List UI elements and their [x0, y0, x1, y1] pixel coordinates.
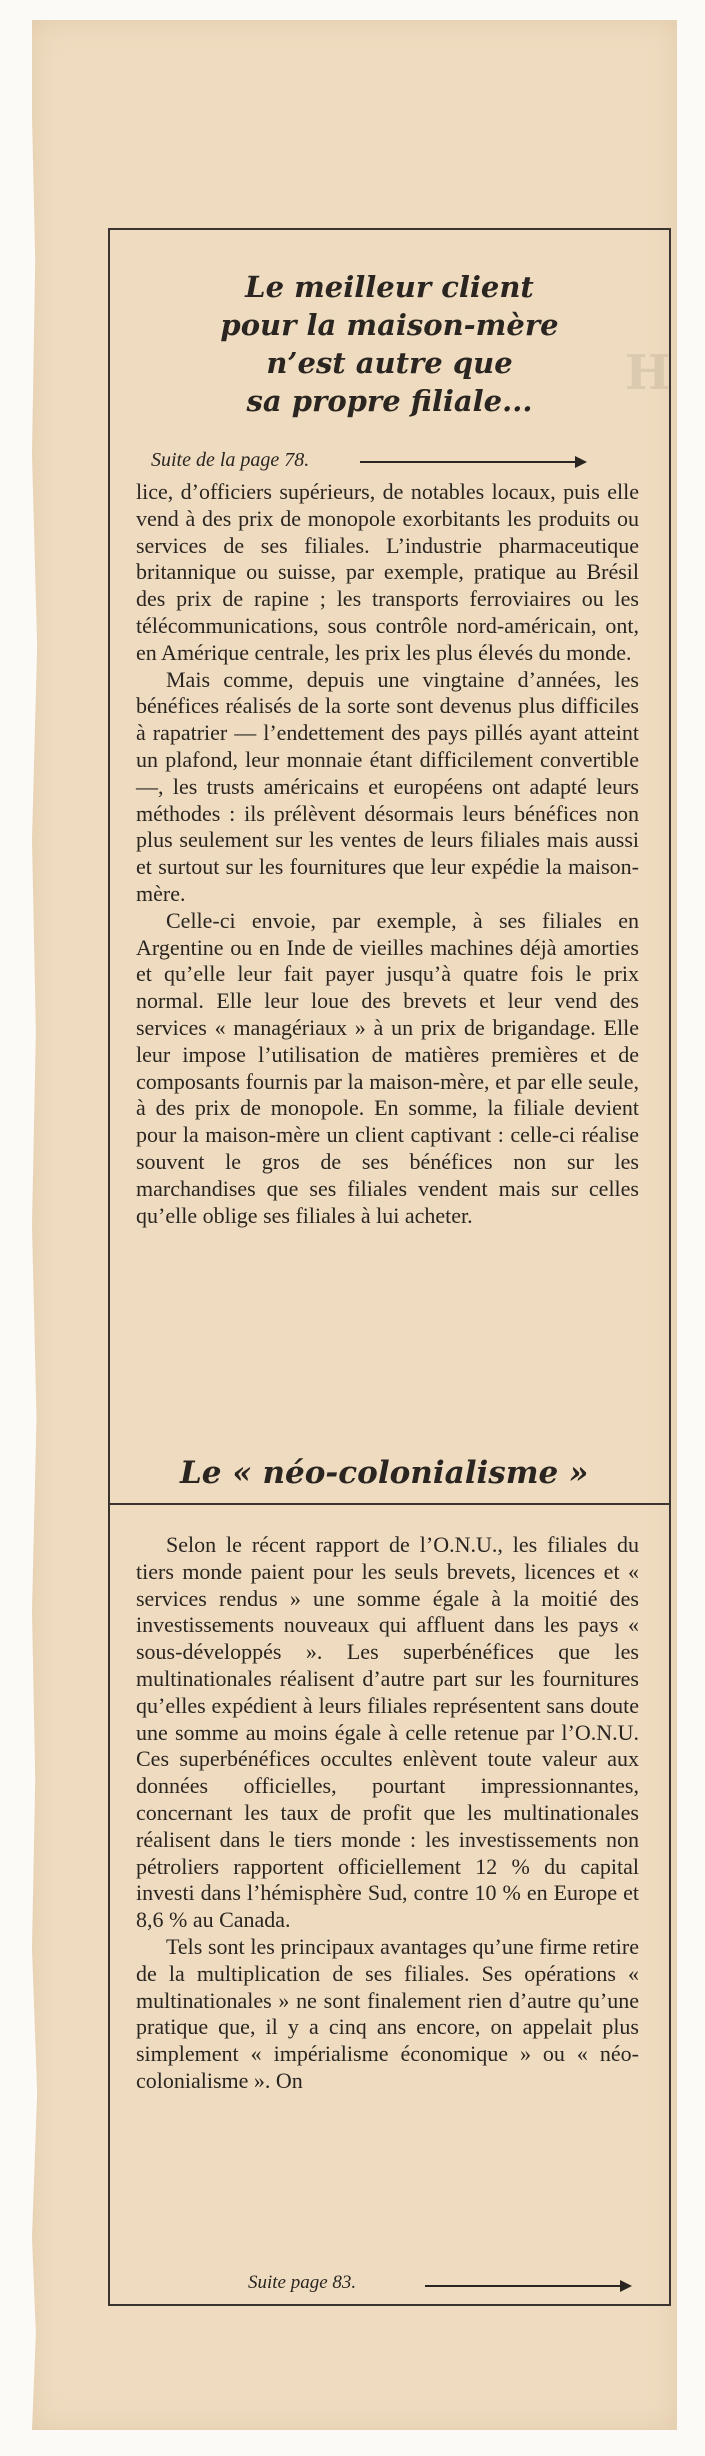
- right-arrow-icon: [425, 2285, 630, 2287]
- continued-from-note: Suite de la page 78.: [151, 449, 310, 471]
- section-heading: Le « néo-colonialisme »: [180, 1455, 589, 1491]
- right-arrow-icon: [360, 461, 585, 463]
- continued-on-note: Suite page 83.: [248, 2272, 357, 2293]
- article-title: [118, 268, 661, 420]
- section-divider: [108, 1503, 671, 1505]
- title-line: n’est autre que: [266, 346, 513, 380]
- paragraph: Celle-ci envoie, par exemple, à ses filiales en Argentine ou en Inde de vieilles machines déjà amorties et qu’elle leur fait payer jusqu’à quatre fois le prix normal. Elle leur loue des brevets et leur vend des services « managériaux » à un prix de brigandage. Elle leur impose l’utilisation de matières premières et de composants fournis par la maison-mère, et par elle seule, à des prix de monopole. En somme, la filiale devient pour la maison-mère un client captivant : celle-ci réalise souvent le gros de ses bénéfices non sur les marchandises que ses filiales vendent mais sur celles qu’elle oblige ses filiales à lui acheter.: [136, 907, 639, 1228]
- paragraph: Tels sont les principaux avantages qu’une firme retire de la multiplication de ses filiales. Ses opérations « multinationales » ne sont finalement rien d’autre qu’une pratique que, il y a cinq ans encore, on appelait plus simplement « impérialisme économique » ou « néo-colonialisme ». On: [136, 1933, 639, 2093]
- body-text-part1: [136, 479, 639, 1229]
- paragraph: lice, d’officiers supérieurs, de notables locaux, puis elle vend à des prix de monopole exorbitants les produits ou services de ses filiales. L’industrie pharmaceutique britannique ou suisse, par exemple, pratique au Brésil des prix de rapine ; les transports ferroviaires ou les télécommunications, sous contrôle nord-américain, ont, en Amérique centrale, les prix les plus élevés du monde.: [136, 479, 639, 665]
- paragraph: Selon le récent rapport de l’O.N.U., les filiales du tiers monde paient pour les seuls brevets, licences et « services rendus » une somme égale à la moitié des investissements nouveaux qui affluent dans les pays « sous-développés ». Les superbénéfices que les multinationales réalisent d’autre part sur les fournitures qu’elles expédient à leurs filiales représentent sans doute une somme au moins égale à celle retenue par l’O.N.U. Ces superbénéfices occultes enlèvent toute valeur aux données officielles, pourtant impressionnantes, concernant les taux de profit que les multinationales réalisent dans le tiers monde : les investissements non pétroliers rapportent officiellement 12 % du capital investi dans l’hémisphère Sud, contre 10 % en Europe et 8,6 % au Canada.: [136, 1532, 639, 1933]
- title-line: Le meilleur client: [245, 270, 534, 304]
- paragraph: Mais comme, depuis une vingtaine d’années, les bénéfices réalisés de la sorte sont devenus plus difficiles à rapatrier — l’endettement des pays pillés ayant atteint un plafond, leur monnaie étant difficilement convertible —, les trusts américains et européens ont adapté leurs méthodes : ils prélèvent désormais leurs bénéfices non plus seulement sur les ventes de leurs filiales mais aussi et surtout sur les fournitures que leur expédie la maison-mère.: [136, 666, 639, 906]
- body-text-part2: [136, 1532, 639, 2095]
- title-line: pour la maison-mère: [220, 308, 559, 342]
- title-line: sa propre filiale...: [246, 384, 533, 418]
- bleed-through-text: H: [625, 345, 671, 401]
